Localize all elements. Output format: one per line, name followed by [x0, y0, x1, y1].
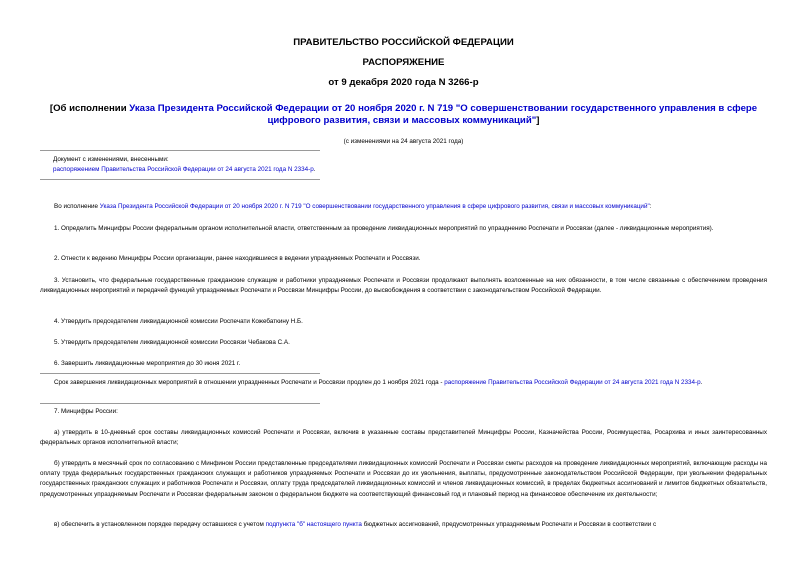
- title-prefix: [Об исполнении: [49, 103, 130, 114]
- intro-paragraph: [40, 202, 767, 212]
- amendment-note: [40, 378, 767, 388]
- changes-top-divider: [40, 150, 320, 151]
- paragraph-3: 3. Установить, что федеральные государственные гражданские служащие и работники упраздняемых Роспечати и Россвязи продолжают выполнять возложенные на них обязанности, в том числе связанные с обеспечением проведения ликвидационных мероприятий и передачей функций упраздняемых Роспечати и Россвязи Минцифры России, до высвобождения в соответствии с законодательством Российской Федерации.: [40, 277, 767, 295]
- paragraph-1: 1. Определить Минцифры России федеральным органом исполнительной власти, ответственным за проведение ликвидационных мероприятий по упразднению Роспечати и Россвязи (далее - ликвидационные мероприятия).: [54, 225, 714, 232]
- amendment-top-divider: [40, 373, 320, 374]
- amendment-text: Срок завершения ликвидационных мероприятий в отношении упраздненных Роспечати и Россвязи продлен до 1 ноября 2021 года -: [54, 379, 445, 386]
- title-suffix: ]: [536, 115, 540, 126]
- changes-end: .: [313, 166, 316, 173]
- paragraph-4: 4. Утвердить председателем ликвидационной комиссии Роспечати Кожебаткину Н.Б.: [54, 318, 303, 325]
- paragraph-7-heading: 7. Минцифры России:: [54, 408, 118, 415]
- changes-bottom-divider: [40, 179, 320, 180]
- paragraph-7v-prefix: в) обеспечить в установленном порядке передачу оставшихся с учетом: [54, 521, 266, 528]
- changes-line: [53, 165, 473, 175]
- document-date-number: от 9 декабря 2020 года N 3266-р: [328, 77, 479, 88]
- paragraph-7a: а) утвердить в 10-дневный срок составы ликвидационных комиссий Роспечати и Россвязи, включив в указанные составы представителей Минцифры России, Казначейства России, Росимущества, Росархива и иных заинтересованных федеральных органов исполнительной власти;: [40, 429, 767, 447]
- document-title: [30, 103, 777, 127]
- amendment-bottom-divider: [40, 403, 320, 404]
- paragraph-2: 2. Отнести к ведению Минцифры России организации, ранее находившиеся в ведении упраздняемых Роспечати и Россвязи.: [54, 255, 421, 262]
- intro-suffix: :: [649, 203, 652, 210]
- government-heading: ПРАВИТЕЛЬСТВО РОССИЙСКОЙ ФЕДЕРАЦИИ: [293, 37, 514, 48]
- paragraph-6: 6. Завершить ликвидационные мероприятия до 30 июня 2021 г.: [54, 360, 241, 367]
- title-decree-link[interactable]: Указа Президента Российской Федерации от 20 ноября 2020 г. N 719 "О совершенствовании государственного управления в сфере цифрового развития, связи и массовых коммуникаций": [129, 103, 758, 126]
- intro-prefix: Во исполнение: [54, 203, 100, 210]
- paragraph-7v-suffix: бюджетных ассигнований, предусмотренных упраздняемым Роспечати и Россвязи в соответствии с: [361, 521, 657, 528]
- changes-box: [53, 155, 473, 175]
- amendment-link[interactable]: распоряжение Правительства Российской Федерации от 24 августа 2021 года N 2334-р: [444, 379, 701, 386]
- paragraph-5: 5. Утвердить председателем ликвидационной комиссии Россвязи Чебакова С.А.: [54, 339, 290, 346]
- changes-link[interactable]: распоряжением Правительства Российской Федерации от 24 августа 2021 года N 2334-р: [53, 166, 314, 173]
- paragraph-7b: б) утвердить в месячный срок по согласованию с Минфином России представленные председателями ликвидационных комиссий Роспечати и Россвязи сметы расходов на проведение ликвидационных мероприятий, включающие расходы на оплату труда федеральных государственных гражданских служащих и работников упраздняемых Роспечати и Россвязи до их увольнения, выплаты, предусмотренные законодательством Российской Федерации, при увольнении федеральных государственных гражданских служащих и работников Роспечати и Россвязи, оплату труда председателей ликвидационных комиссий и членов ликвидационных комиссий, в пределах бюджетных ассигнований и лимитов бюджетных обязательств, предусмотренных упраздняемым Роспечати и Россвязи федеральным законом о федеральном бюджете на соответствующий финансовый год и плановый период на финансовое обеспечение их деятельности;: [40, 460, 767, 498]
- changes-label: Документ с изменениями, внесенными:: [53, 156, 169, 163]
- document-type: РАСПОРЯЖЕНИЕ: [362, 57, 445, 68]
- paragraph-7v: [40, 520, 767, 530]
- subparagraph-b-link[interactable]: подпункта "б" настоящего пункта: [265, 521, 362, 528]
- amendment-end: .: [700, 379, 703, 386]
- intro-decree-link[interactable]: Указа Президента Российской Федерации от 20 ноября 2020 г. N 719 "О совершенствовании государственного управления в сфере цифрового развития, связи и массовых коммуникаций": [99, 203, 650, 210]
- revision-note: (с изменениями на 24 августа 2021 года): [343, 138, 464, 145]
